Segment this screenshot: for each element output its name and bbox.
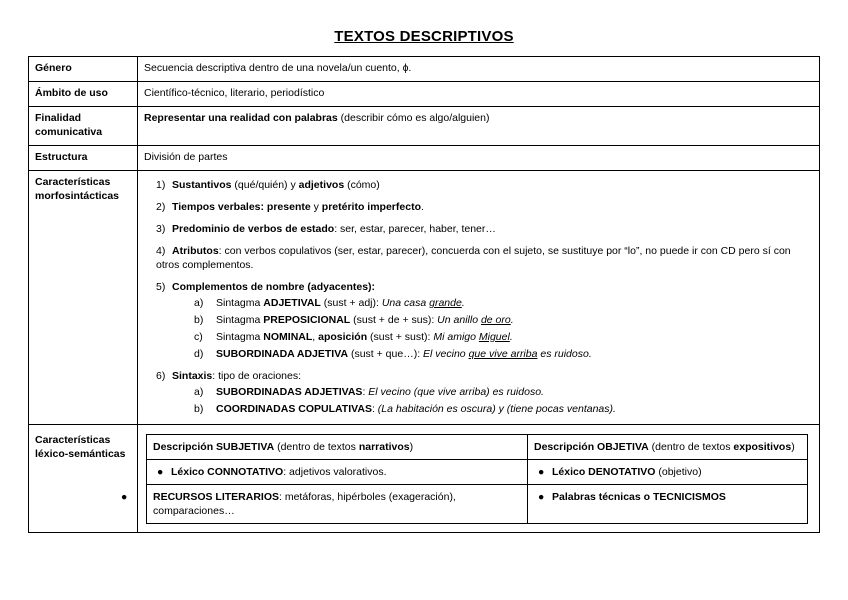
- sub-item: b) COORDINADAS COPULATIVAS: (La habitación es oscura) y (tiene pocas ventanas).: [194, 403, 616, 415]
- label-genero: Género: [29, 57, 138, 82]
- row-ambito: [29, 82, 820, 107]
- list-item: 1) Sustantivos (qué/quién) y adjetivos (cómo): [156, 179, 380, 191]
- sub-item: d) SUBORDINADA ADJETIVA (sust + que…): El vecino que vive arriba es ruidoso.: [194, 348, 592, 360]
- value-lexico-semanticas: [121, 425, 820, 533]
- bullet-icon: ●: [157, 466, 164, 478]
- page-title: TEXTOS DESCRIPTIVOS: [334, 28, 514, 45]
- subjective-item: ● Léxico CONNOTATIVO: adjetivos valorativos.: [147, 460, 528, 485]
- value-genero: Secuencia descriptiva dentro de una novela/un cuento, ɸ.: [138, 57, 820, 82]
- sub-item: a) SUBORDINADAS ADJETIVAS: El vecino (que vive arriba) es ruidoso.: [194, 386, 544, 398]
- description-types-table: [121, 434, 808, 524]
- finalidad-bold: Representar una realidad con palabras: [144, 112, 338, 124]
- row-estructura: [29, 146, 820, 171]
- inner-row: [147, 460, 808, 485]
- label-lexico-semanticas: Características léxico-semánticas: [29, 425, 138, 533]
- value-estructura: División de partes: [138, 146, 820, 171]
- label-ambito: Ámbito de uso: [29, 82, 138, 107]
- row-morfosintacticas: [29, 171, 820, 425]
- inner-header-row: [147, 435, 808, 460]
- bullet-icon: ●: [121, 491, 128, 503]
- sub-item: b) Sintagma PREPOSICIONAL (sust + de + sus): Un anillo de oro.: [194, 314, 514, 326]
- inner-row: [147, 485, 808, 524]
- sub-item: c) Sintagma NOMINAL, aposición (sust + sust): Mi amigo Miguel.: [194, 331, 513, 343]
- list-item: 4) Atributos: con verbos copulativos (ser, estar, parecer), concuerda con el sujeto, se sustituye por “lo”, no puede ir con CD pero sí con otros complementos.: [156, 245, 791, 271]
- subjective-item: ● RECURSOS LITERARIOS: metáforas, hipérboles (exageración), comparaciones…: [147, 485, 528, 524]
- value-ambito: Científico-técnico, literario, periodístico: [138, 82, 820, 107]
- sub-list: [194, 385, 813, 416]
- descriptive-texts-table: [28, 56, 820, 533]
- bullet-icon: ●: [538, 466, 545, 478]
- list-item: 6) Sintaxis: tipo de oraciones: a) SUBORDINADAS ADJETIVAS: El vecino (que vive arriba) es ruidoso. b) COORDINADAS COPULATIVAS: (La habitación es oscura) y (tiene pocas ventanas).: [156, 369, 813, 416]
- bullet-icon: ●: [538, 491, 545, 503]
- row-genero: [29, 57, 820, 82]
- label-morfosintacticas: Características morfosintácticas: [29, 171, 138, 425]
- value-morfosintacticas: [138, 171, 820, 425]
- list-item: 5) Complementos de nombre (adyacentes): a) Sintagma ADJETIVAL (sust + adj): Una casa grande. b) Sintagma PREPOSICIONAL (sust + de + sus): Un anillo de oro. c) Sintagma NOMINAL, aposición (sust + sust): Mi amigo Miguel. d) SUBORDINADA ADJETIVA (sust + que…): El vecino que vive arriba es ruidoso.: [156, 280, 813, 361]
- list-item: 3) Predominio de verbos de estado: ser, estar, parecer, haber, tener…: [156, 223, 496, 235]
- objective-item: ● Palabras técnicas o TECNICISMOS: [528, 485, 808, 524]
- list-item: 2) Tiempos verbales: presente y pretérito imperfecto.: [156, 201, 424, 213]
- objective-item: ● Léxico DENOTATIVO (objetivo): [528, 460, 808, 485]
- label-estructura: Estructura: [29, 146, 138, 171]
- row-lexico-semanticas: [29, 425, 820, 533]
- subjective-header: Descripción SUBJETIVA (dentro de textos narrativos): [147, 435, 528, 460]
- sub-item: a) Sintagma ADJETIVAL (sust + adj): Una casa grande.: [194, 297, 465, 309]
- row-finalidad: [29, 107, 820, 146]
- label-finalidad: Finalidad comunicativa: [29, 107, 138, 146]
- objective-header: Descripción OBJETIVA (dentro de textos expositivos): [528, 435, 808, 460]
- sub-list: [194, 296, 813, 361]
- value-finalidad: [138, 107, 820, 146]
- finalidad-rest: (describir cómo es algo/alguien): [337, 112, 490, 124]
